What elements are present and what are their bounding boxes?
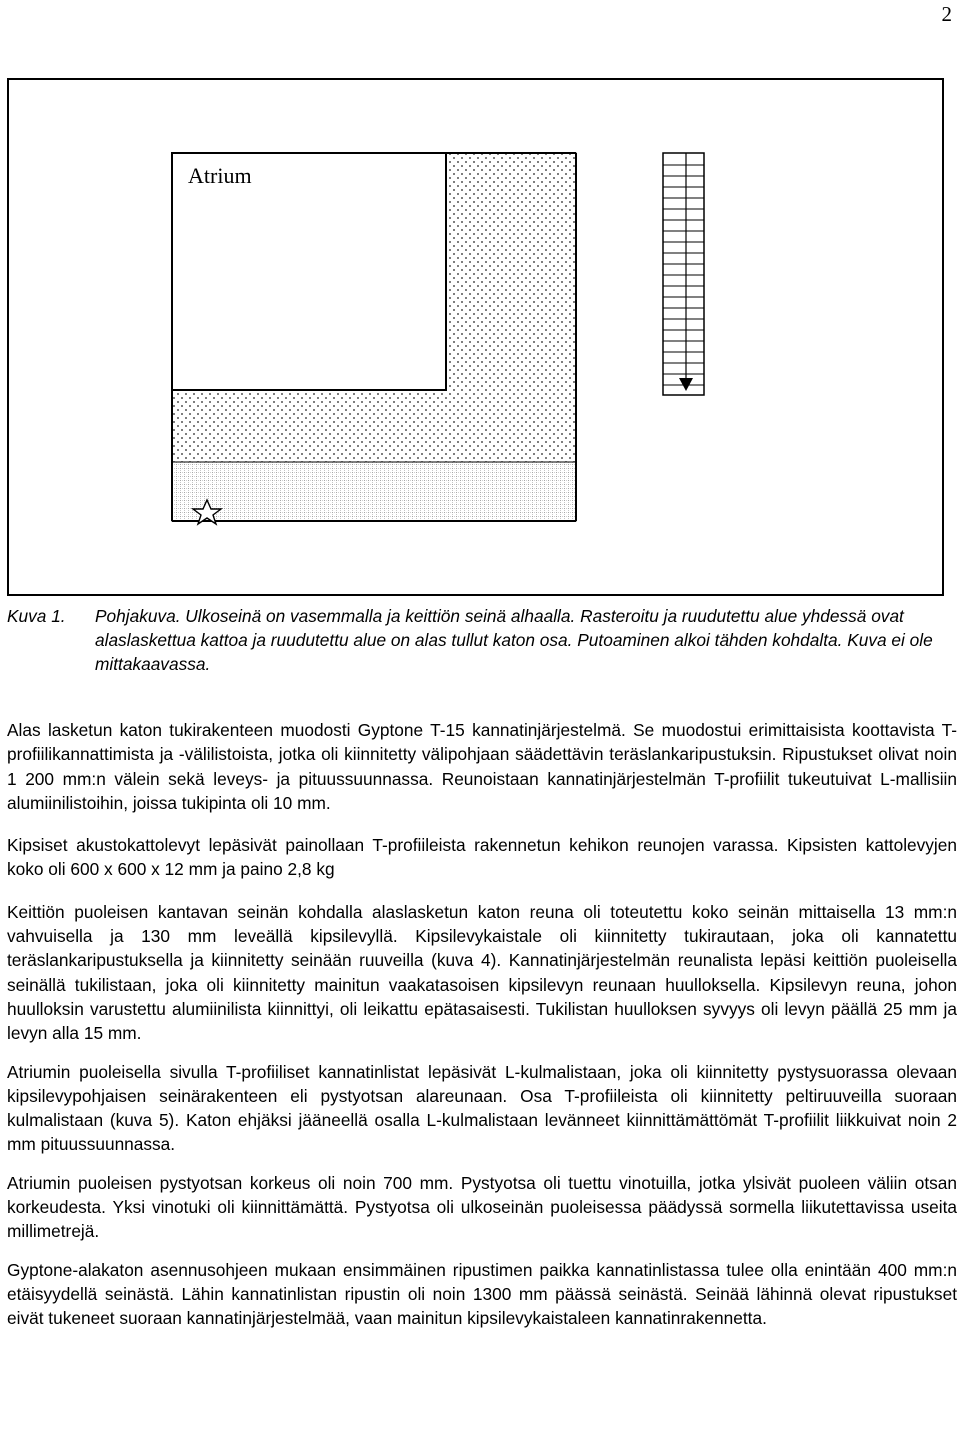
- paragraph-3: Keittiön puoleisen kantavan seinän kohdalla alaslasketun katon reuna oli toteutettu koko seinän mittaisella 13 mm:n vahvuisella ja 130 mm leveällä kipsilevyllä. Kipsilevykaistale oli kiinnitetty tukirautaan, joka oli kannatettu teräslankaripustuksella ja kiinnitetty seinään ruuveilla (kuva 4). Kannatinjärjestelmän reunalista lepäsi keittiön puoleisella seinällä tukilistaan, joka oli kiinnitetty mainitun vaakatasoisen kipsilevyn reunaan huulloksella. Kipsilevyn reuna, johon huulloksin varustettu alumiinilista kiinnittyi, oli leikattu epätasaisesti. Tukilistan huulloksen syvyys oli levyn päällä 25 mm ja levyn alla 15 mm.: [7, 901, 957, 1044]
- staircase: [663, 153, 704, 395]
- floor-plan-figure: [0, 0, 960, 600]
- paragraph-2: Kipsiset akustokattolevyt lepäsivät painollaan T-profiileista rakennetun kehikon reunojen varassa. Kipsisten kattolevyjen koko oli 600 x 600 x 12 mm ja paino 2,8 kg: [7, 835, 957, 880]
- figure-caption: [7, 604, 957, 676]
- caption-text: Pohjakuva. Ulkoseinä on vasemmalla ja keittiön seinä alhaalla. Rasteroitu ja ruudutettu alue yhdessä ovat alaslaskettua kattoa ja ruudutettu alue on alas tullut katon osa. Putoaminen alkoi tähden kohdalta. Kuva ei ole mittakaavassa.: [95, 606, 933, 674]
- atrium-room: [172, 153, 446, 390]
- atrium-label: Atrium: [188, 163, 252, 188]
- grid-collapsed-area: [172, 462, 576, 521]
- paragraph-4: Atriumin puoleisella sivulla T-profiiliset kannatinlistat lepäsivät L-kulmalistaan, joka oli kiinnitetty pystysuorassa olevaan kipsilevypohjaisen seinärakenteen eli pystyotsan alareunaan. Osa T-profiileista oli kiinnitetty peltiruuveilla suoraan kulmalistaan (kuva 5). Katon ehjäksi jääneellä osalla L-kulmalistaan levänneet kiinnittämättömät T-profiilit liikkuivat noin 2 mm pituussuunnassa.: [7, 1061, 957, 1155]
- caption-number: Kuva 1.: [7, 606, 66, 626]
- body-text: [7, 718, 957, 1344]
- paragraph-6: Gyptone-alakaton asennusohjeen mukaan ensimmäinen ripustimen paikka kannatinlistassa tulee olla enintään 400 mm:n etäisyydellä seinästä. Lähin kannatinlistan ripustin oli noin 1300 mm päässä seinästä. Seinää lähinnä olevat ripustukset eivät tukeneet suoraan kannatinjärjestelmää, vaan mainitun kipsilevykaistaleen kannatinrakennetta.: [7, 1259, 957, 1329]
- paragraph-5: Atriumin puoleisen pystyotsan korkeus oli noin 700 mm. Pystyotsa oli tuettu vinotuilla, jotka ylsivät puoleen väliin otsan korkeudesta. Yksi vinotuki oli kiinnittämättä. Pystyotsa oli ulkoseinän puoleisessa päädyssä sormella liikutettavissa useita millimetrejä.: [7, 1172, 957, 1242]
- page-number: 2: [941, 2, 952, 26]
- paragraph-1: Alas lasketun katon tukirakenteen muodosti Gyptone T-15 kannatinjärjestelmä. Se muodostui erimittaisista koottavista T-profiilikannattimista ja -välilistoista, jotka oli kiinnitetty välipohjaan säädettävin teräslankaripustuksin. Ripustukset olivat noin 1 200 mm:n välein sekä leveys- ja pituussuunnassa. Reunoistaan kannatinjärjestelmän T-profiilit tukeutuivat L-mallisiin alumiinilistoihin, joissa tukipinta oli 10 mm.: [7, 720, 957, 813]
